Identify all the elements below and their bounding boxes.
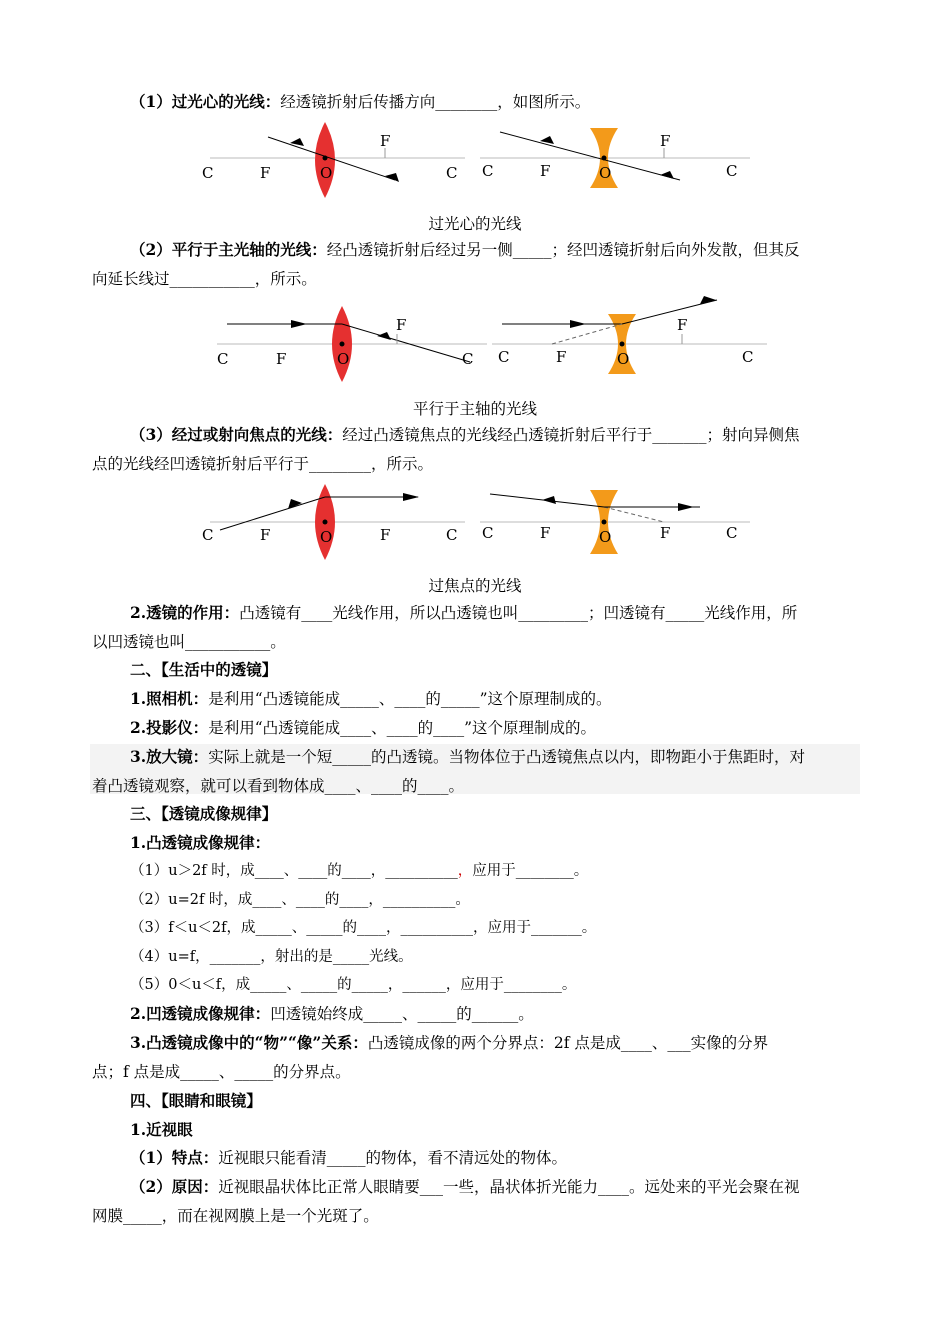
item-title: 2.透镜的作用： bbox=[130, 603, 240, 622]
diagram-focal-rays bbox=[190, 482, 770, 564]
optical-center-dot bbox=[323, 156, 328, 161]
label-c: C bbox=[742, 348, 754, 366]
item-title: （1）过光心的光线： bbox=[130, 92, 281, 111]
rule-comma: ， bbox=[457, 863, 473, 879]
caption-parallel-rays: 平行于主轴的光线 bbox=[412, 400, 537, 418]
item-text: 近视眼只能看清_____的物体，看不清远处的物体。 bbox=[218, 1149, 568, 1167]
label-o: O bbox=[617, 350, 630, 368]
section-heading-text: 三、【透镜成像规律】 bbox=[130, 804, 278, 823]
arrow-icon bbox=[570, 320, 586, 328]
item-text: 是利用“凸透镜能成_____、____的_____”这个原理制成的。 bbox=[208, 690, 612, 708]
arrow-icon bbox=[288, 499, 302, 509]
rule-1 bbox=[130, 861, 858, 881]
rule-5: （5）0＜u＜f，成_____、_____的_____，______，应用于________。 bbox=[130, 977, 577, 993]
rule-text: 应用于________。 bbox=[472, 863, 589, 879]
item-myopia-cause-cont: 网膜_____，而在视网膜上是一个光斑了。 bbox=[92, 1207, 379, 1225]
optical-center-dot bbox=[323, 520, 328, 525]
label-o: O bbox=[599, 164, 612, 182]
item-title: （2）平行于主光轴的光线： bbox=[130, 240, 327, 259]
item-text: 凹透镜始终成_____、_____的______。 bbox=[270, 1005, 534, 1023]
label-c: C bbox=[482, 162, 494, 180]
label-f: F bbox=[556, 348, 567, 366]
item-concave-rules bbox=[130, 1004, 858, 1024]
label-c: C bbox=[726, 524, 738, 542]
optical-center-dot bbox=[340, 342, 345, 347]
arrow-icon bbox=[660, 171, 674, 179]
extension-line bbox=[552, 324, 622, 344]
diagram-optical-center-svg bbox=[190, 120, 770, 202]
arrow-icon bbox=[700, 296, 716, 304]
optical-center-dot bbox=[620, 342, 625, 347]
item-myopia bbox=[130, 1120, 858, 1140]
light-ray bbox=[220, 497, 325, 530]
item-camera bbox=[130, 689, 858, 709]
item-text: 经透镜折射后传播方向________，如图所示。 bbox=[280, 93, 591, 111]
item-title: 1.近视眼 bbox=[130, 1120, 193, 1139]
item-title: 1.凸透镜成像规律： bbox=[130, 833, 271, 852]
label-o: O bbox=[320, 164, 333, 182]
item-optical-center bbox=[130, 92, 858, 112]
diagram-parallel-rays bbox=[212, 298, 792, 380]
arrow-icon bbox=[678, 503, 694, 511]
arrow-icon bbox=[291, 320, 307, 328]
section-heading-text: 二、【生活中的透镜】 bbox=[130, 660, 278, 679]
label-c: C bbox=[482, 524, 494, 542]
label-c: C bbox=[726, 162, 738, 180]
item-lens-function bbox=[130, 603, 858, 623]
item-title: 1.照相机： bbox=[130, 689, 209, 708]
label-f: F bbox=[540, 162, 551, 180]
section-heading bbox=[130, 804, 858, 824]
arrow-icon bbox=[377, 332, 391, 340]
label-f: F bbox=[380, 526, 391, 544]
rule-text: （1）u＞2f 时，成____、____的____，__________ bbox=[130, 863, 458, 879]
label-c: C bbox=[217, 350, 229, 368]
label-f: F bbox=[260, 164, 271, 182]
label-f: F bbox=[660, 132, 671, 150]
diagram-parallel-rays-svg bbox=[212, 298, 792, 380]
item-title: 3.凸透镜成像中的“物”“像”关系： bbox=[130, 1033, 368, 1052]
section-heading bbox=[130, 1091, 858, 1111]
item-focal-rays-cont: 点的光线经凹透镜折射后平行于________，所示。 bbox=[92, 455, 434, 473]
item-title: 2.凹透镜成像规律： bbox=[130, 1004, 271, 1023]
label-c: C bbox=[446, 526, 458, 544]
label-f: F bbox=[396, 316, 407, 334]
item-parallel-rays bbox=[130, 240, 858, 260]
item-title: 2.投影仪： bbox=[130, 718, 209, 737]
label-c: C bbox=[202, 526, 214, 544]
diagram-optical-center bbox=[190, 120, 770, 202]
item-title: （3）经过或射向焦点的光线： bbox=[130, 425, 343, 444]
label-f: F bbox=[260, 526, 271, 544]
label-f: F bbox=[677, 316, 688, 334]
section-heading bbox=[130, 660, 858, 680]
label-c: C bbox=[462, 350, 474, 368]
optical-center-dot bbox=[602, 156, 607, 161]
rule-3: （3）f＜u＜2f，成_____、_____的____，__________，应用于_______。 bbox=[130, 920, 597, 936]
item-title: （2）原因： bbox=[130, 1177, 219, 1196]
rule-4: （4）u=f，_______，射出的是_____光线。 bbox=[130, 949, 413, 965]
item-myopia-cause bbox=[130, 1177, 858, 1197]
label-o: O bbox=[320, 528, 333, 546]
label-f: F bbox=[276, 350, 287, 368]
item-text: 实际上就是一个短_____的凸透镜。当物体位于凸透镜焦点以内，即物距小于焦距时，对 bbox=[208, 748, 805, 766]
item-focal-rays bbox=[130, 425, 858, 445]
item-text: 经过凸透镜焦点的光线经凸透镜折射后平行于_______；射向异侧焦 bbox=[342, 426, 800, 444]
item-text: 凸透镜成像的两个分界点：2f 点是成____、___实像的分界 bbox=[367, 1034, 769, 1052]
caption-optical-center: 过光心的光线 bbox=[428, 215, 522, 233]
item-title: （1）特点： bbox=[130, 1148, 219, 1167]
item-magnifier bbox=[130, 747, 858, 767]
rule-2: （2）u=2f 时，成____、____的____，__________。 bbox=[130, 892, 470, 908]
item-parallel-rays-cont: 向延长线过___________，所示。 bbox=[92, 270, 317, 288]
light-ray bbox=[622, 300, 717, 324]
item-myopia-feature bbox=[130, 1148, 858, 1168]
label-f: F bbox=[660, 524, 671, 542]
item-text: 凸透镜有____光线作用，所以凸透镜也叫_________；凹透镜有_____光线作用，所 bbox=[239, 604, 798, 622]
label-o: O bbox=[599, 528, 612, 546]
diagram-focal-rays-svg bbox=[190, 482, 770, 564]
label-o: O bbox=[337, 350, 350, 368]
arrow-icon bbox=[403, 493, 419, 501]
caption-focal-rays: 过焦点的光线 bbox=[428, 577, 522, 595]
item-text: 是利用“凸透镜能成____、____的____”这个原理制成的。 bbox=[208, 719, 597, 737]
item-magnifier-cont: 着凸透镜观察，就可以看到物体成____、____的____。 bbox=[92, 777, 465, 795]
item-text: 经凸透镜折射后经过另一侧_____；经凹透镜折射后向外发散，但其反 bbox=[326, 241, 800, 259]
label-c: C bbox=[202, 164, 214, 182]
item-object-image bbox=[130, 1033, 858, 1053]
section-heading-text: 四、【眼睛和眼镜】 bbox=[130, 1091, 262, 1110]
optical-center-dot bbox=[602, 520, 607, 525]
item-lens-function-cont: 以凹透镜也叫___________。 bbox=[92, 633, 286, 651]
label-c: C bbox=[498, 348, 510, 366]
label-c: C bbox=[446, 164, 458, 182]
item-object-image-cont: 点；f 点是成_____、_____的分界点。 bbox=[92, 1063, 351, 1081]
label-f: F bbox=[540, 524, 551, 542]
extension-line bbox=[604, 507, 664, 522]
item-text: 近视眼晶状体比正常人眼睛要___一些，晶状体折光能力____。远处来的平光会聚在视 bbox=[218, 1178, 800, 1196]
arrow-icon bbox=[542, 496, 556, 504]
item-title: 3.放大镜： bbox=[130, 747, 209, 766]
light-ray bbox=[500, 132, 680, 180]
item-convex-rules bbox=[130, 833, 858, 853]
item-projector bbox=[130, 718, 858, 738]
label-f: F bbox=[380, 132, 391, 150]
